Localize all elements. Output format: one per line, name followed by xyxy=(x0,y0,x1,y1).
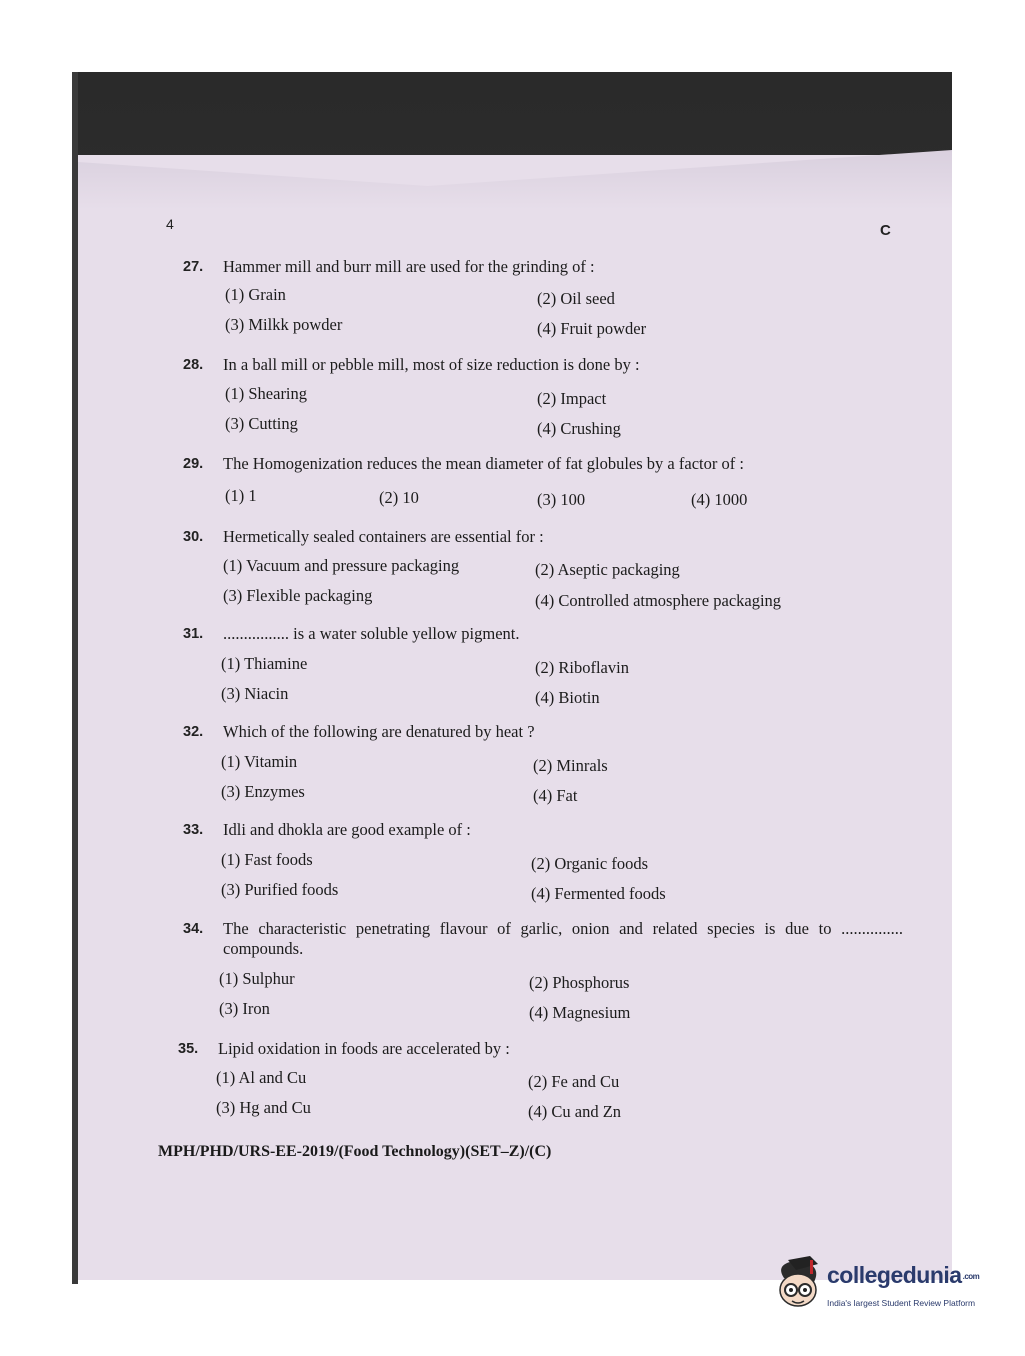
option-4: (4) Cu and Zn xyxy=(528,1102,622,1121)
question-text: The characteristic penetrating flavour of garlic, onion and related species is due to ............... compounds. xyxy=(223,919,903,958)
question-30 xyxy=(183,527,903,610)
question-number: 29. xyxy=(183,456,204,472)
question-text: Hermetically sealed containers are essential for : xyxy=(223,527,544,546)
question-number: 32. xyxy=(183,724,204,740)
option-1: (1) Vitamin xyxy=(221,752,298,771)
option-4: (4) Crushing xyxy=(537,419,621,438)
option-3: (3) 100 xyxy=(537,490,586,509)
question-number: 34. xyxy=(183,921,204,937)
page-number: 4 xyxy=(166,216,174,232)
option-2: (2) Phosphorus xyxy=(529,973,630,992)
question-29 xyxy=(183,454,903,509)
question-number: 27. xyxy=(183,259,204,275)
option-3: (3) Cutting xyxy=(225,414,298,433)
option-3: (3) Hg and Cu xyxy=(216,1098,311,1117)
option-3: (3) Enzymes xyxy=(221,782,305,801)
option-3: (3) Niacin xyxy=(221,684,289,703)
option-2: (2) Aseptic packaging xyxy=(535,560,680,579)
question-35 xyxy=(178,1039,898,1119)
logo-wordmark: collegedunia.com xyxy=(827,1262,980,1288)
option-1: (1) Shearing xyxy=(225,384,308,403)
option-1: (1) Fast foods xyxy=(221,850,313,869)
option-4: (4) Fermented foods xyxy=(531,884,666,903)
question-number: 33. xyxy=(183,822,204,838)
option-3: (3) Flexible packaging xyxy=(223,586,373,605)
option-2: (2) Oil seed xyxy=(537,289,615,308)
question-text: In a ball mill or pebble mill, most of size reduction is done by : xyxy=(223,355,640,374)
question-33 xyxy=(183,820,903,903)
question-28 xyxy=(183,355,903,438)
option-3: (3) Purified foods xyxy=(221,880,339,899)
option-4: (4) Magnesium xyxy=(529,1003,631,1022)
question-text: Idli and dhokla are good example of : xyxy=(223,820,471,839)
question-text: Hammer mill and burr mill are used for the grinding of : xyxy=(223,257,595,276)
option-1: (1) 1 xyxy=(225,486,257,505)
exam-footer-code: MPH/PHD/URS-EE-2019/(Food Technology)(SET–Z)/(C) xyxy=(158,1143,552,1160)
mascot-icon xyxy=(770,1256,826,1316)
logo-tagline: India's largest Student Review Platform xyxy=(827,1298,976,1308)
option-4: (4) Fruit powder xyxy=(537,319,647,338)
question-text: The Homogenization reduces the mean diameter of fat globules by a factor of : xyxy=(223,454,744,473)
option-2: (2) Organic foods xyxy=(531,854,648,873)
option-2: (2) 10 xyxy=(379,488,419,507)
question-32 xyxy=(183,722,903,805)
option-2: (2) Riboflavin xyxy=(535,658,629,677)
option-4: (4) Biotin xyxy=(535,688,600,707)
question-31 xyxy=(183,624,903,707)
option-4: (4) Fat xyxy=(533,786,578,805)
question-text: Which of the following are denatured by heat ? xyxy=(223,722,535,741)
question-text: ................ is a water soluble yellow pigment. xyxy=(223,624,520,643)
option-4: (4) Controlled atmosphere packaging xyxy=(535,591,782,610)
option-1: (1) Sulphur xyxy=(219,969,295,988)
question-text: Lipid oxidation in foods are accelerated by : xyxy=(218,1039,510,1058)
collegedunia-logo xyxy=(770,1250,1010,1320)
option-3: (3) Milkk powder xyxy=(225,315,343,334)
option-3: (3) Iron xyxy=(219,999,270,1018)
question-number: 35. xyxy=(178,1041,199,1057)
option-2: (2) Fe and Cu xyxy=(528,1072,620,1091)
option-2: (2) Minrals xyxy=(533,756,608,775)
option-1: (1) Al and Cu xyxy=(216,1068,307,1087)
question-34 xyxy=(183,919,903,1022)
option-1: (1) Thiamine xyxy=(221,654,308,673)
question-number: 31. xyxy=(183,626,204,642)
option-2: (2) Impact xyxy=(537,389,607,408)
option-1: (1) Grain xyxy=(225,285,286,304)
question-number: 28. xyxy=(183,357,204,373)
option-4: (4) 1000 xyxy=(691,490,748,509)
option-1: (1) Vacuum and pressure packaging xyxy=(223,556,460,575)
set-code: C xyxy=(880,222,891,239)
question-number: 30. xyxy=(183,529,204,545)
question-27 xyxy=(183,257,903,337)
